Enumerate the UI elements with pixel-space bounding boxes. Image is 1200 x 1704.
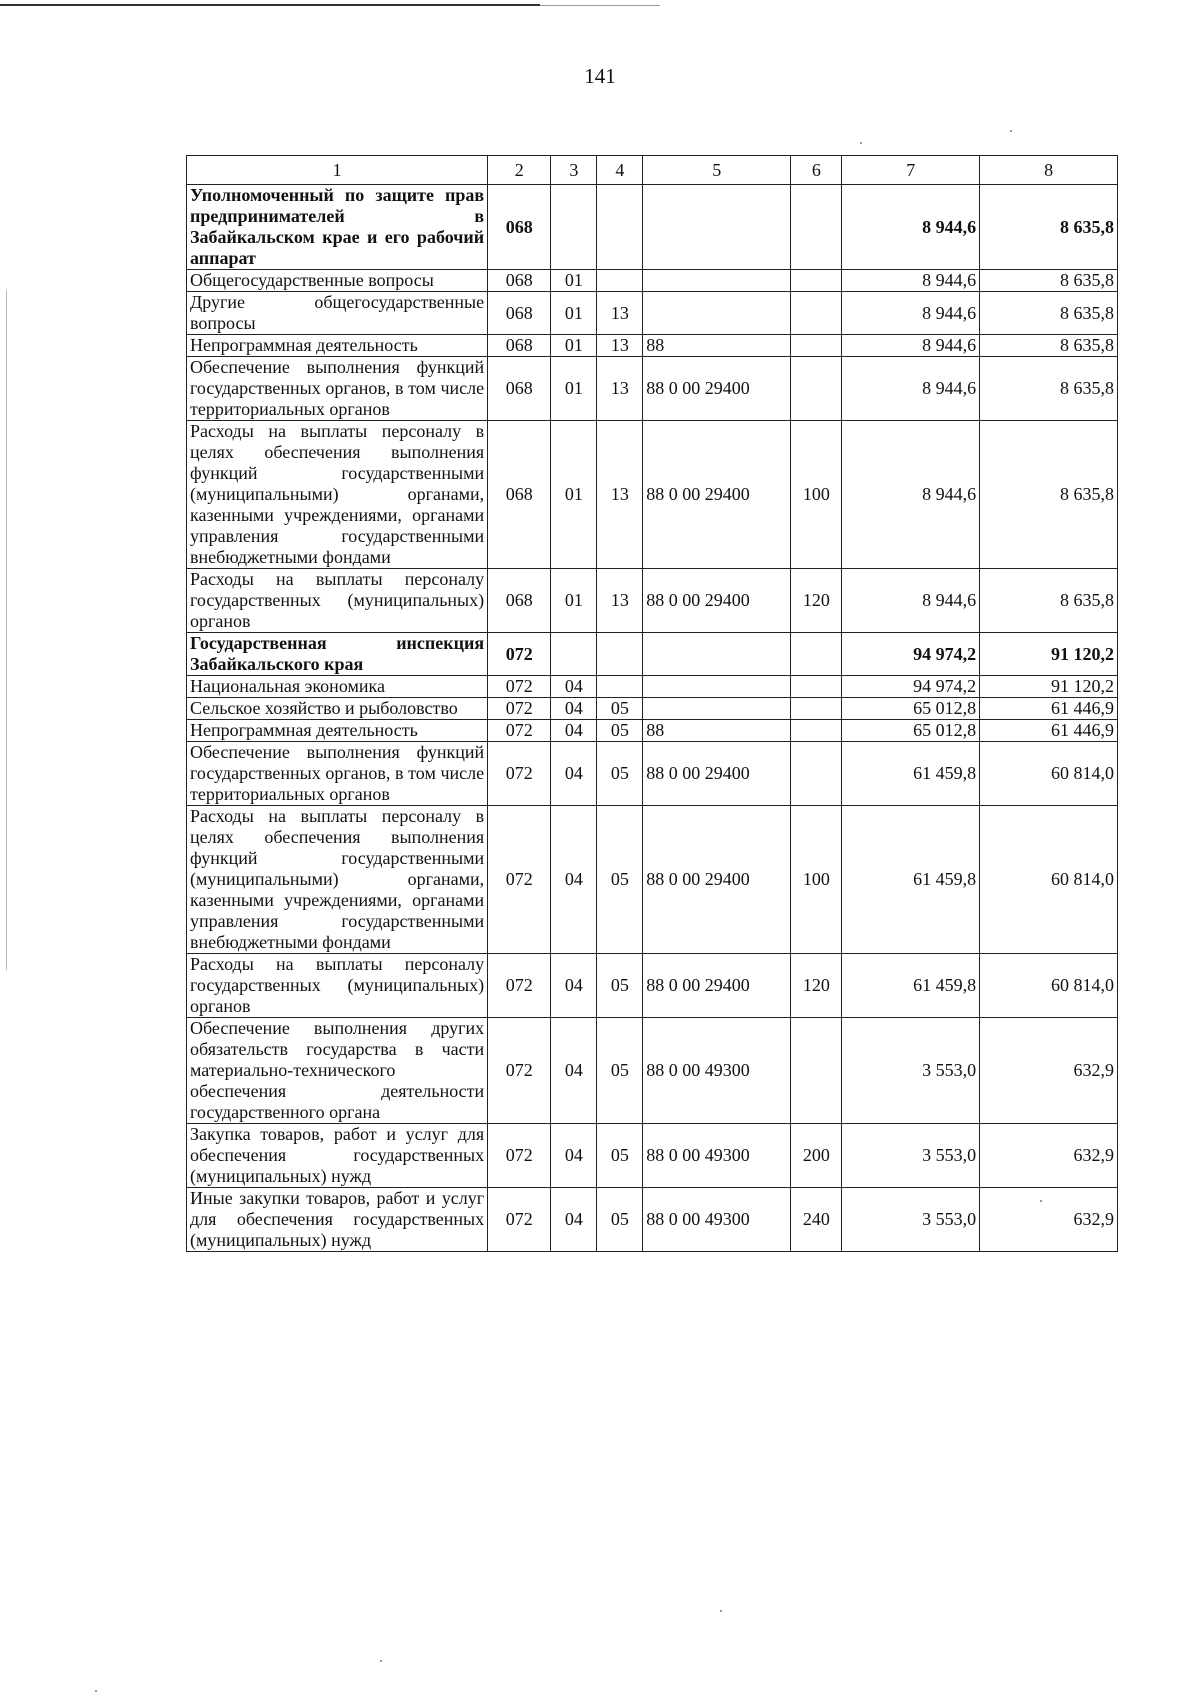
subsection-code-cell: 05 — [597, 720, 643, 742]
amount-col7-cell: 3 553,0 — [842, 1188, 980, 1252]
section-code-cell: 01 — [551, 357, 597, 421]
amount-col7-cell: 61 459,8 — [842, 954, 980, 1018]
section-code-cell — [551, 633, 597, 676]
chapter-code-cell: 068 — [488, 421, 551, 569]
chapter-code-cell: 072 — [488, 1188, 551, 1252]
target-article-cell: 88 0 00 29400 — [643, 421, 791, 569]
amount-col8-cell: 8 635,8 — [980, 357, 1118, 421]
section-code-cell — [551, 185, 597, 270]
section-code-cell: 04 — [551, 742, 597, 806]
row-name-cell: Расходы на выплаты персоналу в целях обеспечения выполнения функций государственными (муниципальными) органами, казенными учреждениями, органами управления государственными внебюджетными фондами — [187, 421, 488, 569]
amount-col7-cell: 65 012,8 — [842, 698, 980, 720]
header-cell-8: 8 — [980, 156, 1118, 185]
table-row — [187, 357, 1118, 421]
section-code-cell: 01 — [551, 292, 597, 335]
section-code-cell: 04 — [551, 1018, 597, 1124]
chapter-code-cell: 072 — [488, 806, 551, 954]
amount-col8-cell: 60 814,0 — [980, 806, 1118, 954]
target-article-cell — [643, 633, 791, 676]
table-row — [187, 633, 1118, 676]
expense-type-cell — [791, 1018, 842, 1124]
table-row — [187, 270, 1118, 292]
amount-col7-cell: 61 459,8 — [842, 806, 980, 954]
expense-type-cell: 200 — [791, 1124, 842, 1188]
target-article-cell: 88 — [643, 335, 791, 357]
row-name-cell: Общегосударственные вопросы — [187, 270, 488, 292]
subsection-code-cell: 13 — [597, 569, 643, 633]
amount-col8-cell: 8 635,8 — [980, 185, 1118, 270]
row-name-cell: Расходы на выплаты персоналу государственных (муниципальных) органов — [187, 954, 488, 1018]
target-article-cell: 88 0 00 29400 — [643, 954, 791, 1018]
chapter-code-cell: 072 — [488, 676, 551, 698]
table-row — [187, 1188, 1118, 1252]
target-article-cell: 88 0 00 49300 — [643, 1018, 791, 1124]
expense-type-cell — [791, 676, 842, 698]
chapter-code-cell: 068 — [488, 569, 551, 633]
section-code-cell: 01 — [551, 421, 597, 569]
target-article-cell — [643, 270, 791, 292]
target-article-cell — [643, 676, 791, 698]
table-row — [187, 185, 1118, 270]
amount-col7-cell: 8 944,6 — [842, 569, 980, 633]
amount-col8-cell: 632,9 — [980, 1124, 1118, 1188]
row-name-cell: Расходы на выплаты персоналу в целях обеспечения выполнения функций государственными (муниципальными) органами, казенными учреждениями, органами управления государственными внебюджетными фондами — [187, 806, 488, 954]
chapter-code-cell: 068 — [488, 335, 551, 357]
row-name-cell: Обеспечение выполнения функций государственных органов, в том числе территориальных органов — [187, 357, 488, 421]
amount-col7-cell: 61 459,8 — [842, 742, 980, 806]
subsection-code-cell — [597, 185, 643, 270]
table-row — [187, 676, 1118, 698]
amount-col8-cell: 632,9 — [980, 1018, 1118, 1124]
row-name-cell: Уполномоченный по защите прав предпринимателей в Забайкальском крае и его рабочий аппарат — [187, 185, 488, 270]
row-name-cell: Непрограммная деятельность — [187, 720, 488, 742]
section-code-cell: 04 — [551, 806, 597, 954]
subsection-code-cell: 05 — [597, 1188, 643, 1252]
target-article-cell: 88 0 00 29400 — [643, 357, 791, 421]
target-article-cell — [643, 292, 791, 335]
table-row — [187, 742, 1118, 806]
amount-col7-cell: 8 944,6 — [842, 357, 980, 421]
expense-type-cell: 120 — [791, 569, 842, 633]
header-cell-7: 7 — [842, 156, 980, 185]
header-cell-4: 4 — [597, 156, 643, 185]
header-row — [187, 156, 1118, 185]
target-article-cell: 88 — [643, 720, 791, 742]
section-code-cell: 04 — [551, 1124, 597, 1188]
subsection-code-cell — [597, 270, 643, 292]
amount-col8-cell: 91 120,2 — [980, 633, 1118, 676]
section-code-cell: 04 — [551, 698, 597, 720]
top-edge-rule — [0, 4, 540, 6]
table-row — [187, 335, 1118, 357]
scan-speck — [95, 1690, 97, 1692]
header-cell-6: 6 — [791, 156, 842, 185]
row-name-cell: Обеспечение выполнения других обязательств государства в части материально-технического обеспечения деятельности государственного органа — [187, 1018, 488, 1124]
chapter-code-cell: 068 — [488, 357, 551, 421]
expense-type-cell: 100 — [791, 806, 842, 954]
row-name-cell: Непрограммная деятельность — [187, 335, 488, 357]
row-name-cell: Национальная экономика — [187, 676, 488, 698]
amount-col8-cell: 60 814,0 — [980, 742, 1118, 806]
row-name-cell: Другие общегосударственные вопросы — [187, 292, 488, 335]
expense-type-cell: 120 — [791, 954, 842, 1018]
amount-col8-cell: 60 814,0 — [980, 954, 1118, 1018]
subsection-code-cell: 13 — [597, 357, 643, 421]
expense-type-cell: 100 — [791, 421, 842, 569]
amount-col8-cell: 91 120,2 — [980, 676, 1118, 698]
budget-table — [186, 155, 1118, 1252]
chapter-code-cell: 072 — [488, 698, 551, 720]
table-body — [187, 156, 1118, 1252]
chapter-code-cell: 072 — [488, 1124, 551, 1188]
scan-speck — [860, 142, 862, 144]
table-row — [187, 569, 1118, 633]
subsection-code-cell — [597, 633, 643, 676]
top-edge-rule-faint — [540, 5, 660, 6]
subsection-code-cell: 13 — [597, 335, 643, 357]
amount-col7-cell: 65 012,8 — [842, 720, 980, 742]
row-name-cell: Обеспечение выполнения функций государственных органов, в том числе территориальных органов — [187, 742, 488, 806]
chapter-code-cell: 068 — [488, 185, 551, 270]
amount-col8-cell: 632,9 — [980, 1188, 1118, 1252]
expense-type-cell — [791, 292, 842, 335]
amount-col8-cell: 8 635,8 — [980, 335, 1118, 357]
expense-type-cell: 240 — [791, 1188, 842, 1252]
table-row — [187, 1018, 1118, 1124]
section-code-cell: 01 — [551, 335, 597, 357]
section-code-cell: 04 — [551, 676, 597, 698]
table-row — [187, 720, 1118, 742]
expense-type-cell — [791, 720, 842, 742]
target-article-cell — [643, 698, 791, 720]
subsection-code-cell: 05 — [597, 954, 643, 1018]
header-cell-1: 1 — [187, 156, 488, 185]
section-code-cell: 04 — [551, 954, 597, 1018]
amount-col7-cell: 94 974,2 — [842, 676, 980, 698]
table-row — [187, 421, 1118, 569]
chapter-code-cell: 072 — [488, 720, 551, 742]
target-article-cell: 88 0 00 49300 — [643, 1124, 791, 1188]
row-name-cell: Сельское хозяйство и рыболовство — [187, 698, 488, 720]
amount-col8-cell: 8 635,8 — [980, 569, 1118, 633]
expense-type-cell — [791, 633, 842, 676]
expense-type-cell — [791, 185, 842, 270]
expense-type-cell — [791, 270, 842, 292]
subsection-code-cell: 05 — [597, 698, 643, 720]
subsection-code-cell: 05 — [597, 1018, 643, 1124]
row-name-cell: Государственная инспекция Забайкальского края — [187, 633, 488, 676]
amount-col7-cell: 94 974,2 — [842, 633, 980, 676]
header-cell-5: 5 — [643, 156, 791, 185]
scan-speck — [380, 1660, 382, 1662]
expense-type-cell — [791, 698, 842, 720]
amount-col8-cell: 8 635,8 — [980, 421, 1118, 569]
amount-col7-cell: 3 553,0 — [842, 1124, 980, 1188]
target-article-cell — [643, 185, 791, 270]
table-row — [187, 954, 1118, 1018]
amount-col7-cell: 8 944,6 — [842, 421, 980, 569]
section-code-cell: 01 — [551, 569, 597, 633]
table-row — [187, 292, 1118, 335]
row-name-cell: Иные закупки товаров, работ и услуг для обеспечения государственных (муниципальных) нужд — [187, 1188, 488, 1252]
target-article-cell: 88 0 00 49300 — [643, 1188, 791, 1252]
subsection-code-cell: 05 — [597, 806, 643, 954]
header-cell-2: 2 — [488, 156, 551, 185]
table-row — [187, 806, 1118, 954]
chapter-code-cell: 068 — [488, 292, 551, 335]
target-article-cell: 88 0 00 29400 — [643, 569, 791, 633]
amount-col7-cell: 3 553,0 — [842, 1018, 980, 1124]
section-code-cell: 04 — [551, 720, 597, 742]
amount-col8-cell: 61 446,9 — [980, 720, 1118, 742]
page-number: 141 — [584, 64, 616, 88]
subsection-code-cell: 13 — [597, 292, 643, 335]
row-name-cell: Закупка товаров, работ и услуг для обеспечения государственных (муниципальных) нужд — [187, 1124, 488, 1188]
scan-speck — [1010, 130, 1012, 132]
expense-type-cell — [791, 335, 842, 357]
expense-type-cell — [791, 742, 842, 806]
scan-edge-mark — [6, 290, 7, 970]
target-article-cell: 88 0 00 29400 — [643, 742, 791, 806]
subsection-code-cell — [597, 676, 643, 698]
amount-col8-cell: 8 635,8 — [980, 292, 1118, 335]
amount-col7-cell: 8 944,6 — [842, 335, 980, 357]
table-row — [187, 698, 1118, 720]
subsection-code-cell: 05 — [597, 1124, 643, 1188]
chapter-code-cell: 072 — [488, 954, 551, 1018]
subsection-code-cell: 13 — [597, 421, 643, 569]
section-code-cell: 04 — [551, 1188, 597, 1252]
scan-speck — [720, 1610, 722, 1612]
expense-type-cell — [791, 357, 842, 421]
chapter-code-cell: 072 — [488, 1018, 551, 1124]
amount-col7-cell: 8 944,6 — [842, 270, 980, 292]
chapter-code-cell: 072 — [488, 633, 551, 676]
subsection-code-cell: 05 — [597, 742, 643, 806]
section-code-cell: 01 — [551, 270, 597, 292]
header-cell-3: 3 — [551, 156, 597, 185]
amount-col7-cell: 8 944,6 — [842, 292, 980, 335]
row-name-cell: Расходы на выплаты персоналу государственных (муниципальных) органов — [187, 569, 488, 633]
table-row — [187, 1124, 1118, 1188]
amount-col8-cell: 8 635,8 — [980, 270, 1118, 292]
amount-col8-cell: 61 446,9 — [980, 698, 1118, 720]
chapter-code-cell: 068 — [488, 270, 551, 292]
chapter-code-cell: 072 — [488, 742, 551, 806]
amount-col7-cell: 8 944,6 — [842, 185, 980, 270]
target-article-cell: 88 0 00 29400 — [643, 806, 791, 954]
